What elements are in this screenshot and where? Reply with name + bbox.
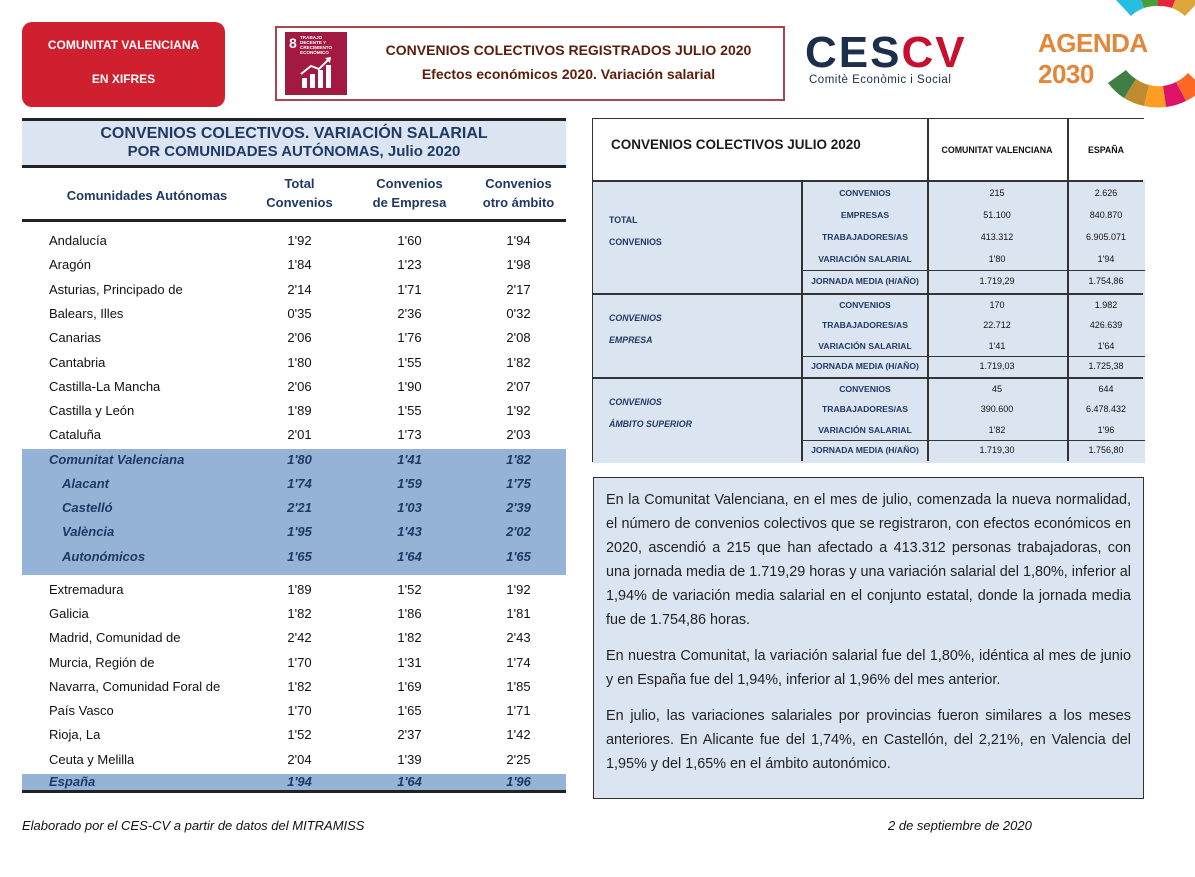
- value-cv: 1'41: [988, 340, 1006, 351]
- metric-label: CONVENIOS: [839, 187, 891, 198]
- value-es: 2.626: [1094, 187, 1118, 198]
- col-header-cv: COMUNITAT VALENCIANA: [941, 145, 1053, 155]
- summary-table: [592, 118, 1144, 462]
- value-total: 1'70: [287, 655, 312, 670]
- region-name: Navarra, Comunidad Foral de: [49, 679, 221, 694]
- region-name: Extremadura: [49, 582, 124, 597]
- value-empresa: 1'59: [397, 476, 422, 491]
- region-name: Murcia, Región de: [49, 655, 155, 670]
- col-header-otro-line2: otro ámbito: [482, 195, 555, 210]
- value-otro: 1'74: [506, 655, 531, 670]
- cescv-logo-cv: CV: [901, 28, 967, 77]
- salary-variation-table: [22, 118, 566, 789]
- region-name: Andalucía: [49, 233, 107, 248]
- table-row: [22, 229, 566, 253]
- metric-label: EMPRESAS: [840, 209, 890, 220]
- metric-label: VARIACIÓN SALARIAL: [818, 424, 912, 435]
- value-empresa: 1'55: [397, 403, 422, 418]
- value-es: 644: [1098, 383, 1114, 394]
- value-total: 1'82: [287, 606, 312, 621]
- value-es: 1.982: [1094, 299, 1118, 310]
- table-row: [22, 448, 566, 472]
- value-cv: 1.719,30: [979, 445, 1015, 456]
- col-header-es: ESPAÑA: [1087, 145, 1124, 155]
- left-table-header: [22, 165, 566, 222]
- value-otro: 1'65: [506, 549, 531, 564]
- value-empresa: 2'36: [397, 306, 422, 321]
- value-total: 1'70: [287, 703, 312, 718]
- metric-label: CONVENIOS: [839, 299, 891, 310]
- col-header-empresa: [362, 174, 457, 212]
- table-row: [22, 748, 566, 772]
- value-otro: 1'71: [506, 703, 531, 718]
- value-otro: 1'98: [506, 257, 531, 272]
- value-cv: 22.712: [983, 320, 1011, 331]
- value-es: 1'96: [1097, 424, 1115, 435]
- value-total: 1'84: [287, 257, 312, 272]
- value-otro: 2'17: [506, 282, 531, 297]
- region-name: Aragón: [49, 257, 91, 272]
- region-name: Asturias, Principado de: [49, 282, 183, 297]
- metric-label: TRABAJADORES/AS: [822, 404, 908, 415]
- value-empresa: 1'43: [397, 524, 422, 539]
- value-es: 1.756,80: [1088, 445, 1124, 456]
- value-otro: 2'08: [506, 330, 531, 345]
- table-row: [22, 375, 566, 399]
- value-otro: 1'81: [506, 606, 531, 621]
- left-table-title-line1: CONVENIOS COLECTIVOS. VARIACIÓN SALARIAL: [100, 125, 488, 142]
- value-cv: 1.719,29: [979, 276, 1015, 287]
- value-es: 1.754,86: [1088, 276, 1124, 287]
- region-name: Alacant: [62, 476, 109, 491]
- group-label-1: TOTAL: [609, 214, 638, 225]
- value-total: 2'06: [287, 379, 312, 394]
- value-empresa: 1'76: [397, 330, 422, 345]
- value-empresa: 1'69: [397, 679, 422, 694]
- region-name: España: [49, 774, 96, 789]
- value-otro: 2'07: [506, 379, 531, 394]
- value-empresa: 1'23: [397, 257, 422, 272]
- value-es: 840.870: [1089, 209, 1123, 220]
- region-name: Castelló: [62, 500, 113, 515]
- value-total: 1'65: [287, 549, 312, 564]
- table-row: [22, 278, 566, 302]
- value-cv: 413.312: [980, 232, 1014, 242]
- region-name: Ceuta y Melilla: [49, 752, 135, 767]
- value-total: 1'94: [287, 774, 312, 789]
- col-header-total: [252, 174, 347, 212]
- value-empresa: 1'73: [397, 427, 422, 442]
- col-header-empresa-line1: Convenios: [376, 176, 443, 191]
- value-empresa: 1'64: [397, 549, 422, 564]
- metric-label: CONVENIOS: [839, 383, 891, 394]
- table-row: [22, 699, 566, 723]
- source-note: Elaborado por el CES-CV a partir de datos del MITRAMISS: [22, 818, 365, 833]
- sdg-number: 8: [289, 35, 297, 51]
- metric-label: VARIACIÓN SALARIAL: [818, 254, 912, 265]
- value-otro: 1'85: [506, 679, 531, 694]
- value-total: 2'01: [287, 427, 312, 442]
- value-cv: 170: [989, 299, 1005, 310]
- region-name: Comunitat Valenciana: [49, 452, 185, 467]
- table-row: [22, 626, 566, 650]
- region-name: Cataluña: [49, 427, 102, 442]
- left-table-title-line2: POR COMUNIDADES AUTÓNOMAS, Julio 2020: [127, 143, 461, 160]
- sdg-8-logo: [285, 32, 347, 95]
- report-title-box: [275, 26, 785, 101]
- table-row: [22, 520, 566, 544]
- group-label-1: CONVENIOS: [609, 313, 662, 323]
- region-name: Canarias: [49, 330, 102, 345]
- group-divider: [593, 377, 1143, 379]
- value-empresa: 1'65: [397, 703, 422, 718]
- table-row: [22, 602, 566, 626]
- table-row: [22, 302, 566, 326]
- metric-label: JORNADA MEDIA (H/AÑO): [811, 276, 919, 287]
- commentary-box: [593, 477, 1144, 799]
- value-total: 0'35: [287, 306, 312, 321]
- value-empresa: 2'37: [397, 727, 422, 742]
- value-cv: 45: [991, 383, 1002, 394]
- region-name: Rioja, La: [49, 727, 101, 742]
- value-cv: 1'82: [988, 424, 1006, 435]
- sdg-text: TRABAJO DECENTE Y CRECIMIENTO ECONÓMICO: [300, 35, 333, 55]
- col-header-total-line1: Total: [284, 176, 315, 191]
- cescv-subtitle: Comitè Econòmic i Social: [809, 74, 952, 86]
- table-row: [22, 423, 566, 447]
- region-name: Madrid, Comunidad de: [49, 630, 181, 645]
- metric-label: TRABAJADORES/AS: [822, 232, 908, 242]
- value-es: 1.725,38: [1088, 361, 1124, 372]
- value-total: 2'04: [287, 752, 312, 767]
- table-row: [22, 675, 566, 699]
- value-empresa: 1'60: [397, 233, 422, 248]
- region-badge-line1: COMUNITAT VALENCIANA: [47, 38, 200, 52]
- header-divider: [593, 180, 1143, 182]
- table-row: [22, 351, 566, 375]
- region-badge-line2: EN XIFRES: [91, 72, 156, 86]
- agenda-2030-label: AGENDA 2030: [1038, 28, 1147, 89]
- left-table-title: [22, 118, 566, 165]
- value-total: 2'42: [287, 630, 312, 645]
- cescv-logo: [805, 28, 1000, 90]
- value-total: 1'92: [287, 233, 312, 248]
- col-header-otro: [471, 174, 566, 212]
- value-empresa: 1'71: [397, 282, 422, 297]
- region-name: Balears, Illes: [49, 306, 124, 321]
- value-empresa: 1'82: [397, 630, 422, 645]
- value-total: 1'74: [287, 476, 312, 491]
- value-otro: 2'02: [506, 524, 531, 539]
- value-otro: 1'94: [506, 233, 531, 248]
- col-header-empresa-line2: de Empresa: [372, 195, 447, 210]
- value-empresa: 1'31: [397, 655, 422, 670]
- table-row: [22, 253, 566, 277]
- value-cv: 390.600: [980, 404, 1014, 415]
- value-total: 1'89: [287, 403, 312, 418]
- value-cv: 215: [989, 187, 1005, 198]
- region-name: País Vasco: [49, 703, 114, 718]
- metric-label: TRABAJADORES/AS: [822, 320, 908, 331]
- value-otro: 1'82: [506, 355, 531, 370]
- metric-label: VARIACIÓN SALARIAL: [818, 340, 912, 351]
- report-subtitle: Efectos económicos 2020. Variación salarial: [421, 66, 716, 82]
- col-header-total-line2: Convenios: [266, 195, 333, 210]
- value-otro: 0'32: [506, 306, 531, 321]
- value-es: 426.639: [1089, 320, 1123, 331]
- growth-chart-icon: [299, 56, 333, 90]
- region-name: València: [62, 524, 115, 539]
- region-name: Autonómicos: [62, 549, 146, 564]
- table-row: [22, 651, 566, 675]
- group-divider: [593, 293, 1143, 295]
- value-otro: 2'25: [506, 752, 531, 767]
- value-otro: 1'92: [506, 582, 531, 597]
- value-empresa: 1'52: [397, 582, 422, 597]
- value-empresa: 1'55: [397, 355, 422, 370]
- summary-table-title: CONVENIOS COLECTIVOS JULIO 2020: [611, 137, 861, 152]
- group-label-1: CONVENIOS: [609, 397, 662, 407]
- value-otro: 2'39: [506, 500, 531, 515]
- cescv-logo-ces: CES: [805, 28, 902, 77]
- group-label-2: CONVENIOS: [609, 236, 662, 247]
- value-es: 1'94: [1097, 254, 1115, 265]
- group-label-2: ÁMBITO SUPERIOR: [609, 419, 692, 429]
- metric-label: JORNADA MEDIA (H/AÑO): [811, 361, 919, 372]
- table-row: [22, 545, 566, 569]
- value-otro: 2'43: [506, 630, 531, 645]
- metric-label: JORNADA MEDIA (H/AÑO): [811, 445, 919, 456]
- region-name: Castilla-La Mancha: [49, 379, 161, 394]
- value-otro: 1'96: [506, 774, 531, 789]
- value-es: 6.478.432: [1085, 404, 1127, 415]
- value-total: 2'14: [287, 282, 312, 297]
- value-total: 1'52: [287, 727, 312, 742]
- table-row: [22, 399, 566, 423]
- value-cv: 1'80: [988, 254, 1006, 265]
- group-label-2: EMPRESA: [609, 335, 653, 345]
- value-total: 1'82: [287, 679, 312, 694]
- value-total: 1'80: [287, 355, 312, 370]
- value-es: 6.905.071: [1085, 232, 1127, 242]
- region-name: Galicia: [49, 606, 89, 621]
- value-total: 1'89: [287, 582, 312, 597]
- value-otro: 1'82: [506, 452, 531, 467]
- commentary-paragraph-3: En julio, las variaciones salariales por provincias fueron similares a los meses anteriores. En Alicante fue del 1,74%, en Castellón, del 2,21%, en Valencia del 1,95% y del 1,65% en el ámbito autonómico.: [606, 708, 1131, 772]
- table-row: [22, 723, 566, 747]
- value-otro: 1'42: [506, 727, 531, 742]
- agenda-2030-logo: [1030, 0, 1195, 115]
- value-otro: 1'92: [506, 403, 531, 418]
- table-row: [22, 326, 566, 350]
- commentary-paragraph-1: En la Comunitat Valenciana, en el mes de julio, comenzada la nueva normalidad, el número de convenios colectivos que se registraron, con efectos económicos en 2020, ascendió a 215 que han afectado a 413.312 personas trabajadoras, con una jornada media de 1.719,29 horas y una variación salarial del 1,80%, inferior al 1,94% de variación media salarial en el conjunto estatal, donde la jornada media fue de 1.754,86 horas.: [606, 492, 1131, 628]
- row-divider: [801, 356, 1145, 357]
- col-header-region: Comunidades Autónomas: [66, 188, 228, 203]
- commentary-paragraph-2: En nuestra Comunitat, la variación salarial fue del 1,80%, idéntica al mes de junio y en España fue del 1,94%, inferior al 1,96% del mes anterior.: [606, 648, 1131, 688]
- value-empresa: 1'64: [397, 774, 422, 789]
- value-cv: 1.719,03: [979, 361, 1015, 372]
- value-es: 1'64: [1097, 340, 1115, 351]
- value-empresa: 1'41: [397, 452, 422, 467]
- region-name: Castilla y León: [49, 403, 135, 418]
- value-empresa: 1'03: [397, 500, 422, 515]
- value-empresa: 1'90: [397, 379, 422, 394]
- col-header-otro-line1: Convenios: [485, 176, 552, 191]
- table-row: [22, 770, 566, 794]
- region-name: Cantabria: [49, 355, 106, 370]
- value-total: 2'06: [287, 330, 312, 345]
- region-badge: [22, 22, 225, 107]
- value-total: 2'21: [287, 500, 312, 515]
- value-otro: 1'75: [506, 476, 531, 491]
- value-empresa: 1'86: [397, 606, 422, 621]
- value-empresa: 1'39: [397, 752, 422, 767]
- publication-date: 2 de septiembre de 2020: [888, 818, 1032, 833]
- table-row: [22, 472, 566, 496]
- table-row: [22, 496, 566, 520]
- row-divider: [801, 440, 1145, 441]
- value-total: 1'95: [287, 524, 312, 539]
- value-total: 1'80: [287, 452, 312, 467]
- table-row: [22, 578, 566, 602]
- value-otro: 2'03: [506, 427, 531, 442]
- row-divider: [801, 270, 1145, 271]
- value-cv: 51.100: [983, 209, 1011, 220]
- report-title: CONVENIOS COLECTIVOS REGISTRADOS JULIO 2020: [385, 42, 752, 58]
